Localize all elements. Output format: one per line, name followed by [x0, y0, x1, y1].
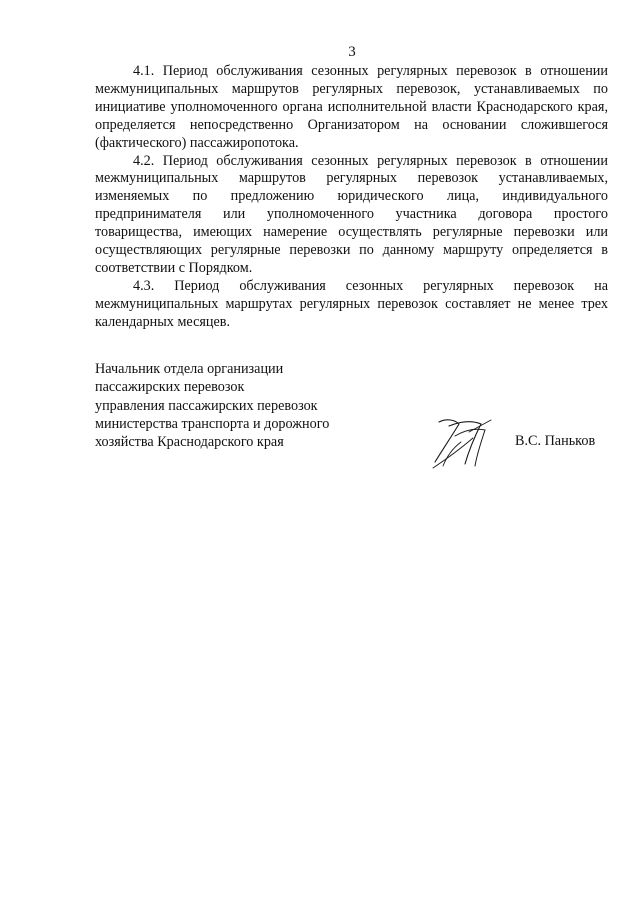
handwritten-signature [425, 412, 505, 472]
signer-name: В.С. Паньков [515, 433, 596, 449]
signer-position-line: министерства транспорта и дорожного [95, 415, 330, 432]
paragraph-4-2: 4.2. Период обслуживания сезонных регулярных перевозок в отношении межмуниципальных маршрутов регулярных перевозок устанавливаемых, изменяемых по предложению юридического лица, индивидуального предпринимателя или уполномоченного участника договора простого товарищества, имеющих намерение осуществлять регулярные перевозки или осуществляющих регулярные перевозки по данному маршруту определяется в соответствии с Порядком. [95, 152, 608, 276]
paragraph-4-1: 4.1. Период обслуживания сезонных регулярных перевозок в отношении межмуниципальных маршрутов регулярных перевозок, устанавливаемых по инициативе уполномоченного органа исполнительной власти Краснодарского края, определяется непосредственно Организатором на основании сложившегося (фактического) пассажиропотока. [95, 63, 608, 151]
signer-position-line: пассажирских перевозок [95, 379, 245, 396]
signer-position-line: хозяйства Краснодарского края [95, 434, 284, 451]
page-number: 3 [348, 44, 356, 60]
paragraph-4-3: 4.3. Период обслуживания сезонных регулярных перевозок на межмуниципальных маршрутах регулярных перевозок составляет не менее трех календарных месяцев. [95, 277, 608, 330]
signer-position-line: Начальник отдела организации [95, 361, 284, 377]
signer-position [95, 360, 415, 451]
document-body [95, 63, 608, 332]
signer-position-line: управления пассажирских перевозок [95, 397, 318, 414]
signature-block [95, 360, 615, 470]
